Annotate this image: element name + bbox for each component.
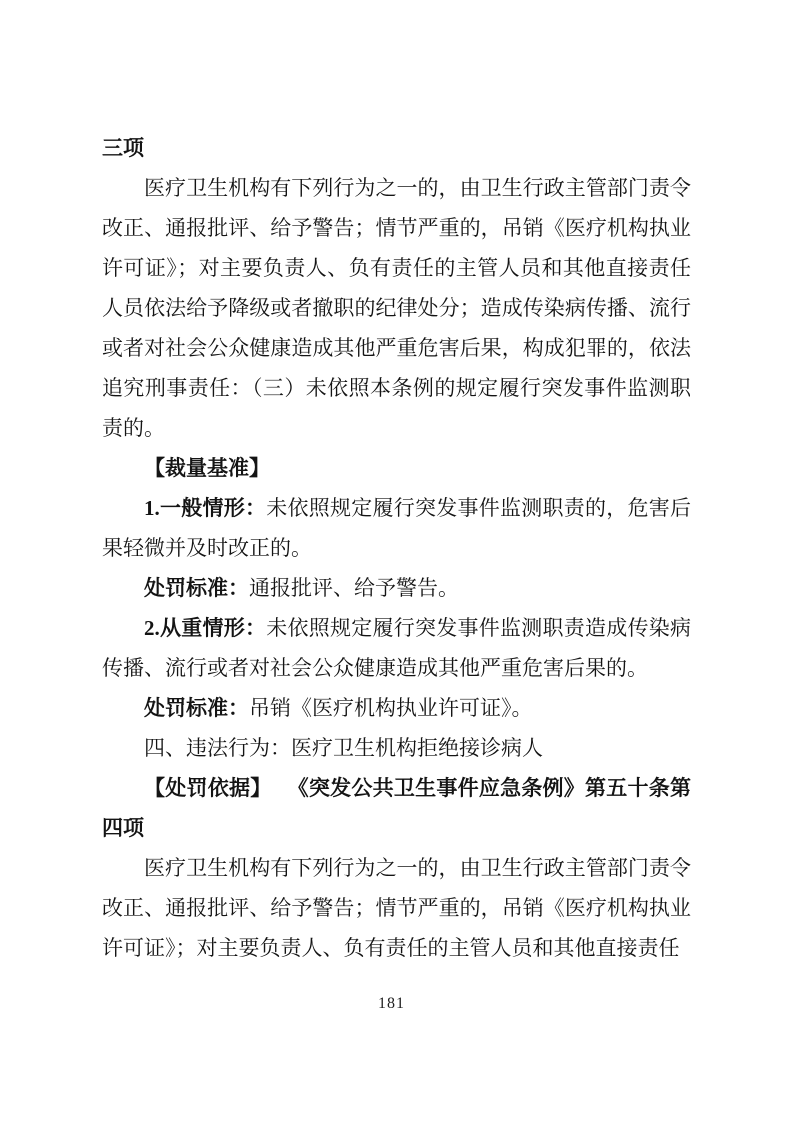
section-heading-penalty-basis (102, 768, 691, 848)
emphasis-text: 【处罚依据】 《突发公共卫生事件应急条例》第五十条第四项 (102, 776, 691, 840)
body-text: 吊销《医疗机构执业许可证》。 (249, 696, 533, 720)
body-text: 四、违法行为：医疗卫生机构拒绝接诊病人 (144, 736, 543, 760)
body-text: 医疗卫生机构有下列行为之一的，由卫生行政主管部门责令改正、通报批评、给予警告；情节严重的，吊销《医疗机构执业许可证》；对主要负责人、负有责任的主管人员和其他直接责任人员依法给予降级或者撤职的纪律处分；造成传染病传播、流行或者对社会公众健康造成其他严重危害后果，构成犯罪的，依法追究刑事责任：（三）未依照本条例的规定履行突发事件监测职责的。 (102, 176, 691, 440)
emphasis-text: 处罚标准： (144, 576, 249, 600)
item-penalty-standard-2 (102, 688, 691, 728)
body-text: 未依照规定履行突发事件监测职责造成传染病传播、流行或者对社会公众健康造成其他严重危害后果的。 (102, 616, 691, 680)
emphasis-text: 2.从重情形： (144, 616, 267, 640)
page-number: 181 (378, 995, 405, 1012)
item-violation-4 (102, 728, 691, 768)
heading-continuation-line (102, 128, 691, 168)
section-heading-discretion-basis (102, 448, 691, 488)
item-aggravated-circumstance (102, 608, 691, 688)
emphasis-text: 1.一般情形： (144, 496, 267, 520)
item-general-circumstance (102, 488, 691, 568)
document-body (102, 128, 691, 968)
item-penalty-standard-1 (102, 568, 691, 608)
body-text: 通报批评、给予警告。 (249, 576, 459, 600)
body-text: 未依照规定履行突发事件监测职责的，危害后果轻微并及时改正的。 (102, 496, 691, 560)
emphasis-text: 【裁量基准】 (144, 456, 270, 480)
statute-paragraph-1 (102, 168, 691, 448)
body-text: 医疗卫生机构有下列行为之一的，由卫生行政主管部门责令改正、通报批评、给予警告；情节严重的，吊销《医疗机构执业许可证》；对主要负责人、负有责任的主管人员和其他直接责任 (102, 856, 691, 960)
emphasis-text: 处罚标准： (144, 696, 249, 720)
emphasis-text: 三项 (102, 136, 144, 160)
statute-paragraph-2 (102, 848, 691, 968)
